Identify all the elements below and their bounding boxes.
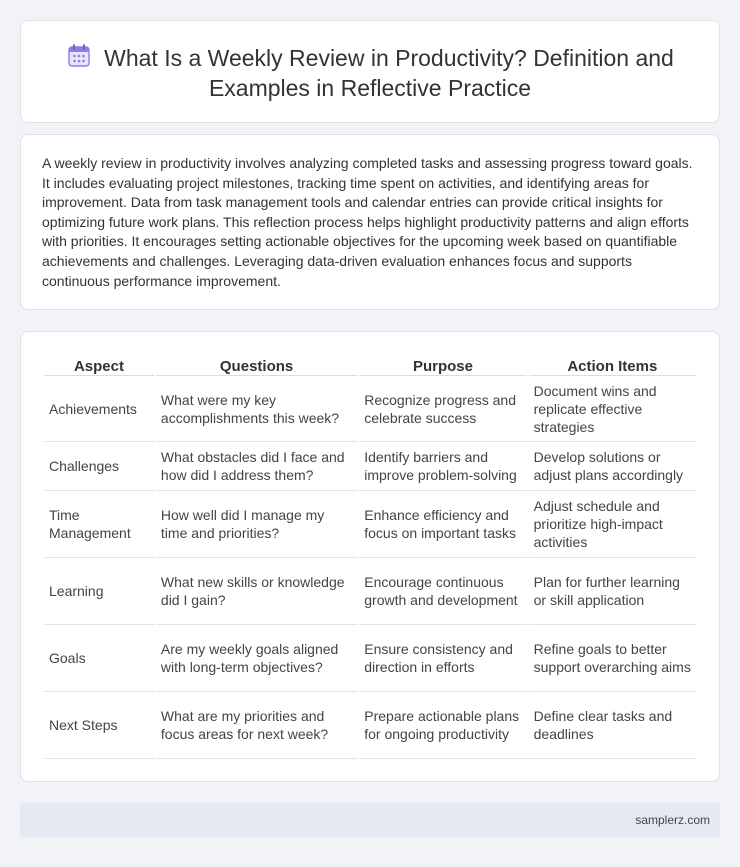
cell-action: Document wins and replicate effective strategies [529,376,696,442]
cell-question: What obstacles did I face and how did I address them? [156,442,357,491]
cell-action: Define clear tasks and deadlines [529,692,696,759]
page-title-wrap [21,43,719,103]
cell-aspect: Challenges [44,442,154,491]
cell-question: How well did I manage my time and priorities? [156,491,357,558]
cell-aspect: Achievements [44,376,154,442]
footer-bar [20,803,720,837]
table-row [44,558,696,625]
cell-purpose: Recognize progress and celebrate success [359,376,526,442]
page-title: What Is a Weekly Review in Productivity? Definition and Examples in Reflective Practice [104,45,674,101]
table-row [44,625,696,692]
title-card [20,20,720,123]
cell-action: Plan for further learning or skill application [529,558,696,625]
table-row [44,491,696,558]
footer-site-link[interactable]: samplerz.com [635,813,710,827]
cell-purpose: Encourage continuous growth and development [359,558,526,625]
cell-aspect: Time Management [44,491,154,558]
cell-aspect: Goals [44,625,154,692]
cell-question: Are my weekly goals aligned with long-term objectives? [156,625,357,692]
header-aspect: Aspect [44,352,154,376]
cell-question: What are my priorities and focus areas for next week? [156,692,357,759]
header-purpose: Purpose [359,352,526,376]
cell-aspect: Next Steps [44,692,154,759]
table-card [20,331,720,782]
cell-action: Refine goals to better support overarching aims [529,625,696,692]
cell-action: Develop solutions or adjust plans accordingly [529,442,696,491]
table-row [44,692,696,759]
cell-purpose: Ensure consistency and direction in efforts [359,625,526,692]
cell-purpose: Enhance efficiency and focus on important tasks [359,491,526,558]
table-row [44,442,696,491]
cell-aspect: Learning [44,558,154,625]
calendar-icon [66,43,92,69]
cell-action: Adjust schedule and prioritize high-impact activities [529,491,696,558]
header-action-items: Action Items [529,352,696,376]
cell-question: What were my key accomplishments this week? [156,376,357,442]
intro-paragraph: A weekly review in productivity involves analyzing completed tasks and assessing progress toward goals. It includes evaluating project milestones, tracking time spent on activities, and identifying areas for improvement. Data from task management tools and calendar entries can provide critical insights for optimizing future work plans. This reflection process helps highlight productivity patterns and align efforts with priorities. It encourages setting actionable objectives for the upcoming week based on quantifiable achievements and challenges. Leveraging data-driven evaluation enhances focus and supports continuous performance improvement. [42,155,693,289]
header-questions: Questions [156,352,357,376]
intro-card [20,134,720,310]
cell-purpose: Prepare actionable plans for ongoing productivity [359,692,526,759]
review-table [42,352,698,759]
cell-purpose: Identify barriers and improve problem-solving [359,442,526,491]
table-row [44,376,696,442]
cell-question: What new skills or knowledge did I gain? [156,558,357,625]
table-header-row [44,352,696,376]
